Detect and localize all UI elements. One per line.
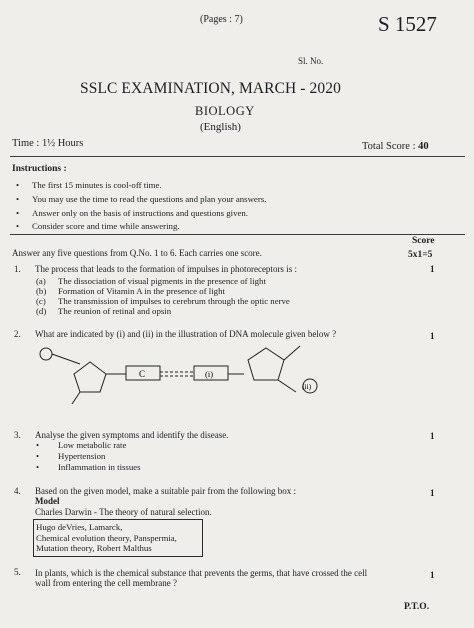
option-text: The dissociation of visual pigments in the presence of light [58,276,266,286]
paper-code: S 1527 [378,12,437,36]
option-label: (d) [36,306,47,316]
total-score [362,141,429,152]
symptom-text: Hypertension [58,451,106,461]
question-text: What are indicated by (i) and (ii) in the illustration of DNA molecule given below ? [35,329,337,339]
exam-title: SSLC EXAMINATION, MARCH - 2020 [80,80,341,97]
question-text: The process that leads to the formation of impulses in photoreceptors is : [35,264,297,274]
section-instruction: Answer any five questions from Q.No. 1 to 6. Each carries one score. [12,248,262,258]
option-label: (b) [36,286,47,296]
option-text: The reunion of retinal and opsin [58,306,172,316]
question-text-continued: wall from entering the cell membrane ? [35,578,177,588]
question-score: 1 [430,431,435,441]
sugar-pentagon-right [248,348,284,380]
instruction-text: The first 15 minutes is cool-off time. [32,180,162,190]
box-line: Mutation theory, Robert Malthus [36,543,152,553]
instruction-text: Consider score and time while answering. [32,221,180,231]
model-title: Model [35,496,60,506]
label-i: (i) [205,369,214,379]
instructions-divider [10,234,465,235]
instruction-item: • Consider score and time while answering. [16,221,180,231]
sugar-pentagon-left [74,362,106,392]
options-box [33,519,203,557]
question-number: 1. [14,264,21,274]
question-text: Analyse the given symptoms and identify the disease. [35,430,229,440]
label-ii: (ii) [302,382,312,391]
option-text: Formation of Vitamin A in the presence of light [58,286,225,296]
option-label: (c) [36,296,46,306]
score-column-header: Score [412,236,435,246]
header-divider [10,156,465,157]
language-label: (English) [200,121,241,133]
question-number: 5. [14,567,21,577]
instruction-item: • Answer only on the basis of instructions and questions given. [16,208,248,218]
question-text: In plants, which is the chemical substance that prevents the germs, that have crossed the cell [35,568,368,578]
symptom-item: • Low metabolic rate [36,440,127,450]
symptom-text: Low metabolic rate [58,440,127,450]
time-label: Time : 1½ Hours [12,138,84,149]
total-score-label: Total Score : [362,141,419,152]
question-number: 2. [14,329,21,339]
instruction-text: Answer only on the basis of instructions and questions given. [32,208,248,218]
question-score: 1 [430,570,435,580]
symptom-text: Inflammation in tissues [58,462,141,472]
base-c-label: C [139,369,146,379]
instructions-title: Instructions : [12,164,67,174]
page-count: (Pages : 7) [200,14,243,25]
total-score-value: 40 [418,141,429,152]
question-score: 1 [430,331,435,341]
option-label: (a) [36,276,46,286]
symptom-item: • Hypertension [36,451,106,461]
question-text: Based on the given model, make a suitable pair from the following box : [35,486,296,496]
dna-illustration [30,340,330,412]
question-score: 1 [430,264,435,274]
option-text: The transmission of impulses to cerebrum through the optic nerve [58,296,290,306]
symptom-item: • Inflammation in tissues [36,462,141,472]
box-line: Hugo deVries, Lamarck, [36,522,123,532]
phosphate-circle [40,348,52,360]
instruction-text: You may use the time to read the questions and plan your answers. [32,194,267,204]
box-line: Chemical evolution theory, Panspermia, [36,532,177,543]
instruction-item: • The first 15 minutes is cool-off time. [16,180,162,190]
question-score: 1 [430,488,435,498]
instruction-item: • You may use the time to read the questions and plan your answers. [16,194,267,204]
question-number: 4. [14,486,21,496]
section-score: 5x1=5 [408,250,433,260]
subject-title: BIOLOGY [195,104,255,118]
serial-number-label: Sl. No. [298,56,324,66]
question-number: 3. [14,430,21,440]
page-turn-over: P.T.O. [404,602,430,612]
model-text: Charles Darwin - The theory of natural selection. [35,507,212,517]
